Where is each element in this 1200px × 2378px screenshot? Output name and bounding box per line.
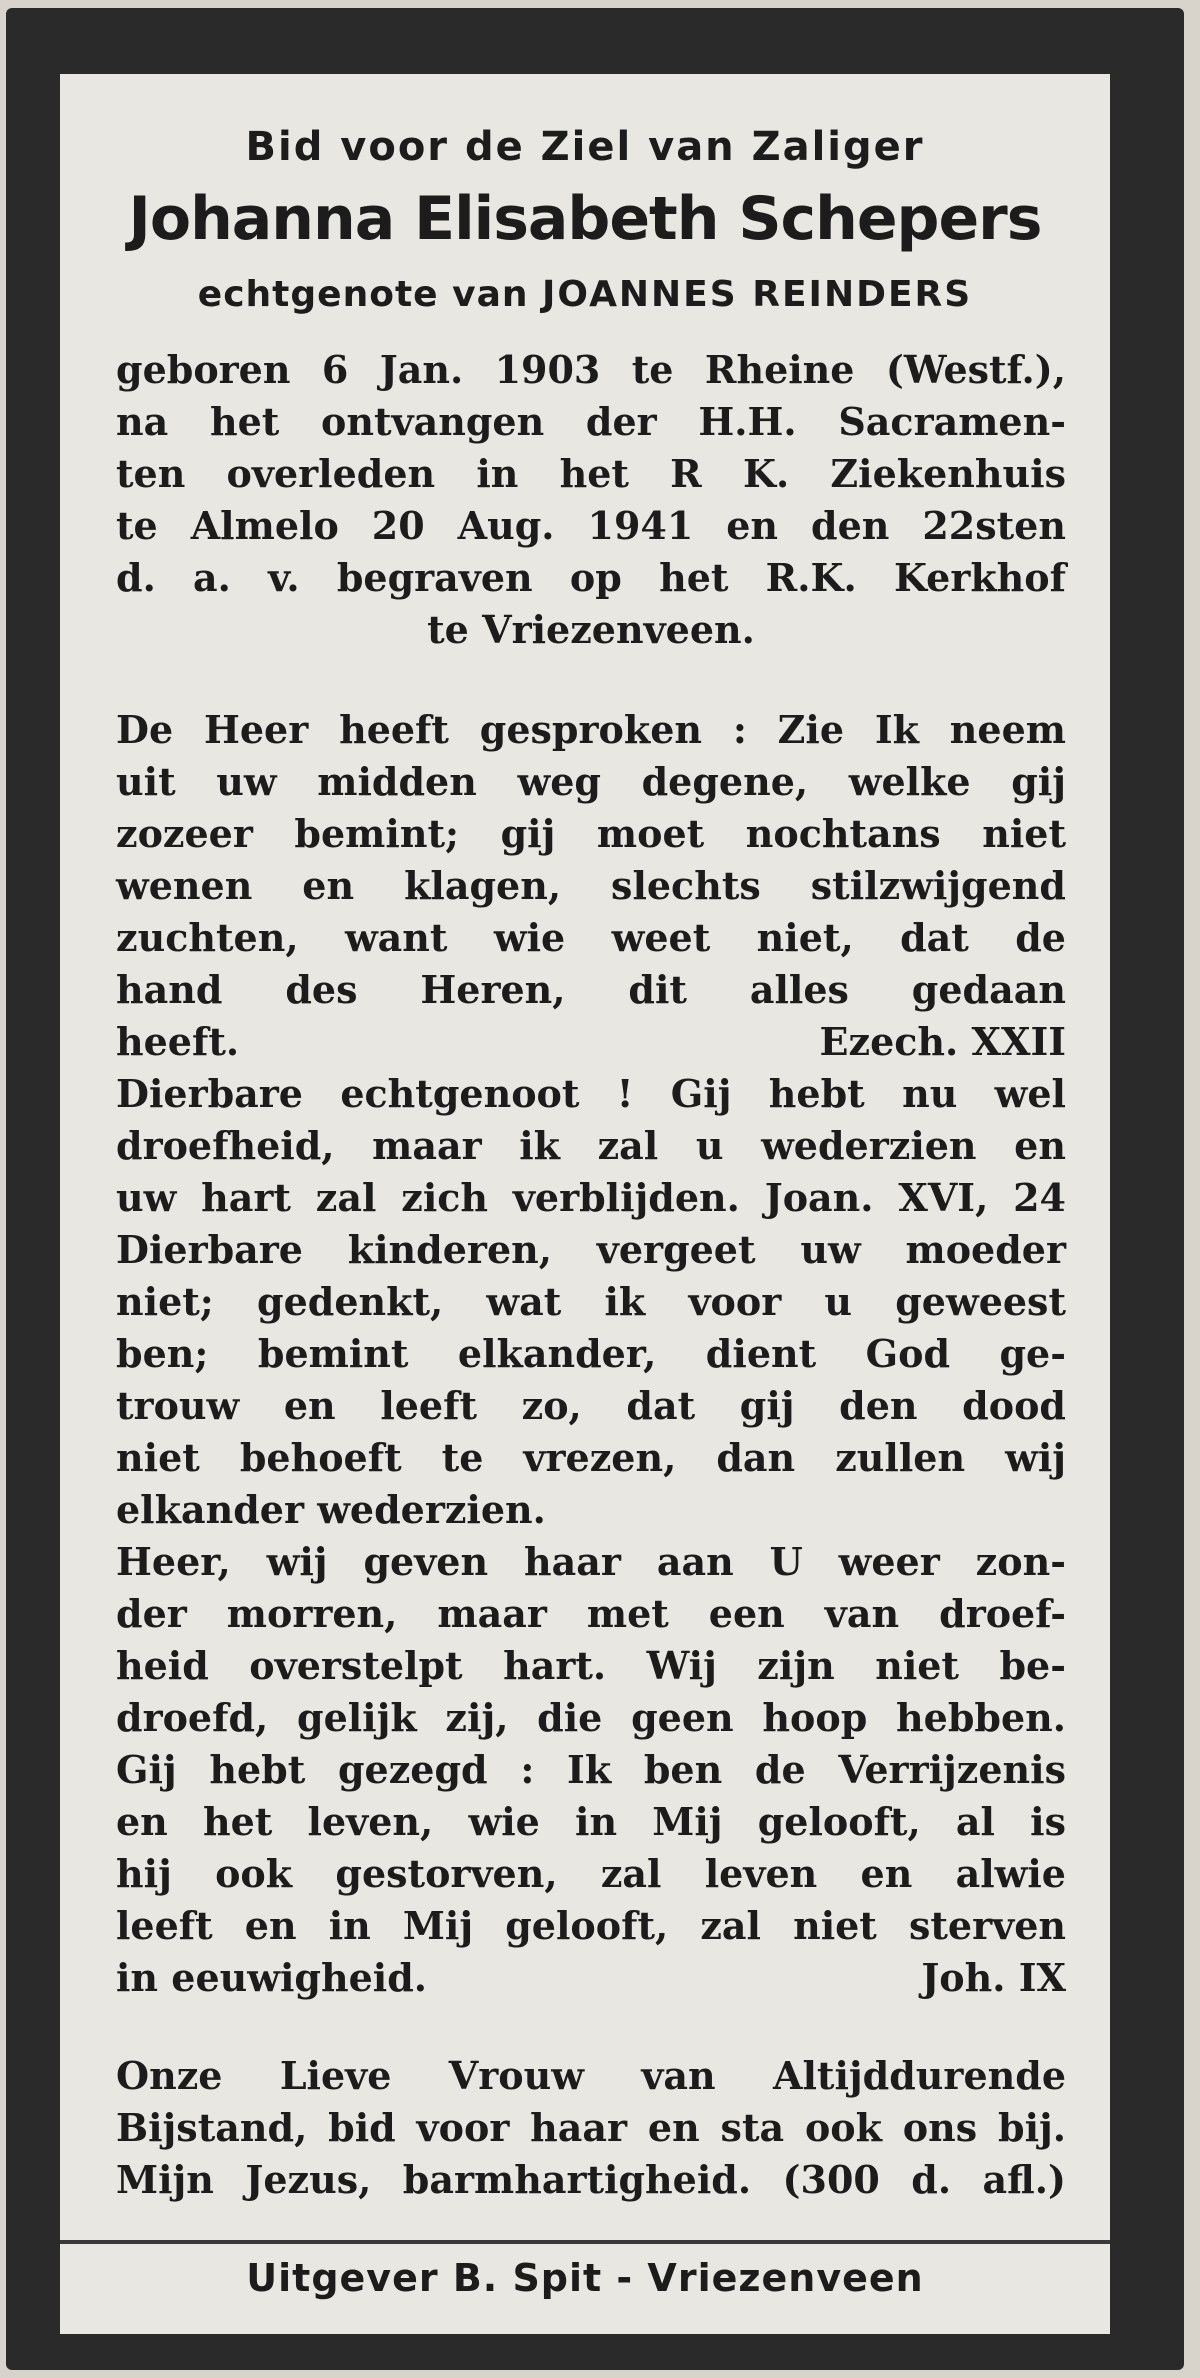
memorial-card [6,8,1184,2370]
footer-divider [60,2240,1110,2244]
verse-line: hij ook gestorven, zal leven en alwie [116,1851,1066,1896]
deceased-name: Johanna Elisabeth Schepers [128,184,1042,254]
prayer-line: Bijstand, bid voor haar en sta ook ons bij. [116,2105,1066,2150]
bio-line: na het ontvangen der H.H. Sacramen- [116,399,1066,444]
spouse-line [60,274,1110,315]
prayer-paragraph [116,2050,1066,2206]
verse-line: uit uw midden weg degene, welke gij [116,759,1066,804]
verse-line: uw hart zal zich verblijden. Joan. XVI, 24 [116,1175,1066,1220]
verse-line: Gij hebt gezegd : Ik ben de Verrijzenis [116,1747,1066,1792]
verse-line: droefheid, maar ik zal u wederzien en [116,1123,1066,1168]
card-paper [60,74,1110,2334]
scripture-reference: Joh. IX [921,1955,1066,2000]
verse-line: wenen en klagen, slechts stilzwijgend [116,863,1066,908]
bio-paragraph [116,344,1066,656]
verse-line: ben; bemint elkander, dient God ge- [116,1331,1066,1376]
verse-line: leeft en in Mij gelooft, zal niet sterven [116,1903,1066,1948]
bio-line: ten overleden in het R K. Ziekenhuis [116,451,1066,496]
verse-line: Dierbare echtgenoot ! Gij hebt nu wel [116,1071,1066,1116]
bio-line: geboren 6 Jan. 1903 te Rheine (Westf.), [116,347,1066,392]
verse-line: der morren, maar met een van droef- [116,1591,1066,1636]
spouse-name: JOANNES REINDERS [542,274,973,315]
verse-line: zuchten, want wie weet niet, dat de [116,915,1066,960]
bio-line: d. a. v. begraven op het R.K. Kerkhof [116,555,1066,600]
verse-line: trouw en leeft zo, dat gij den dood [116,1383,1066,1428]
verse-line: elkander wederzien. [116,1487,546,1532]
verse-line: heid overstelpt hart. Wij zijn niet be- [116,1643,1066,1688]
verse-line: zozeer bemint; gij moet nochtans niet [116,811,1066,856]
verse-line: niet; gedenkt, wat ik voor u geweest [116,1279,1066,1324]
prayer-line: Onze Lieve Vrouw van Altijddurende [116,2053,1066,2098]
verse-line: Heer, wij geven haar aan U weer zon- [116,1539,1066,1584]
verse-line-end: heeft. [116,1019,240,1064]
verse-reference-line [116,1952,1066,2004]
bio-line: te Almelo 20 Aug. 1941 en den 22sten [116,503,1066,548]
scripture-reference: Ezech. XXII [819,1019,1066,1064]
verse-line: Dierbare kinderen, vergeet uw moeder [116,1227,1066,1272]
prayer-line: Mijn Jezus, barmhartigheid. (300 d. afl.) [116,2157,1066,2202]
verse-line: niet behoeft te vrezen, dan zullen wij [116,1435,1066,1480]
verse-line: droefd, gelijk zij, die geen hoop hebben. [116,1695,1066,1740]
verse-line: en het leven, wie in Mij gelooft, al is [116,1799,1066,1844]
verse-line: De Heer heeft gesproken : Zie Ik neem [116,707,1066,752]
verses-paragraph [116,704,1066,2004]
intro-line: Bid voor de Ziel van Zaliger [245,124,925,170]
verse-line-end: in eeuwigheid. [116,1955,428,2000]
verse-line: hand des Heren, dit alles gedaan [116,967,1066,1012]
verse-reference-line [116,1016,1066,1068]
publisher-line: Uitgever B. Spit - Vriezenveen [246,2256,924,2300]
spouse-prefix: echtgenote van [197,274,529,315]
bio-line: te Vriezenveen. [427,607,755,652]
